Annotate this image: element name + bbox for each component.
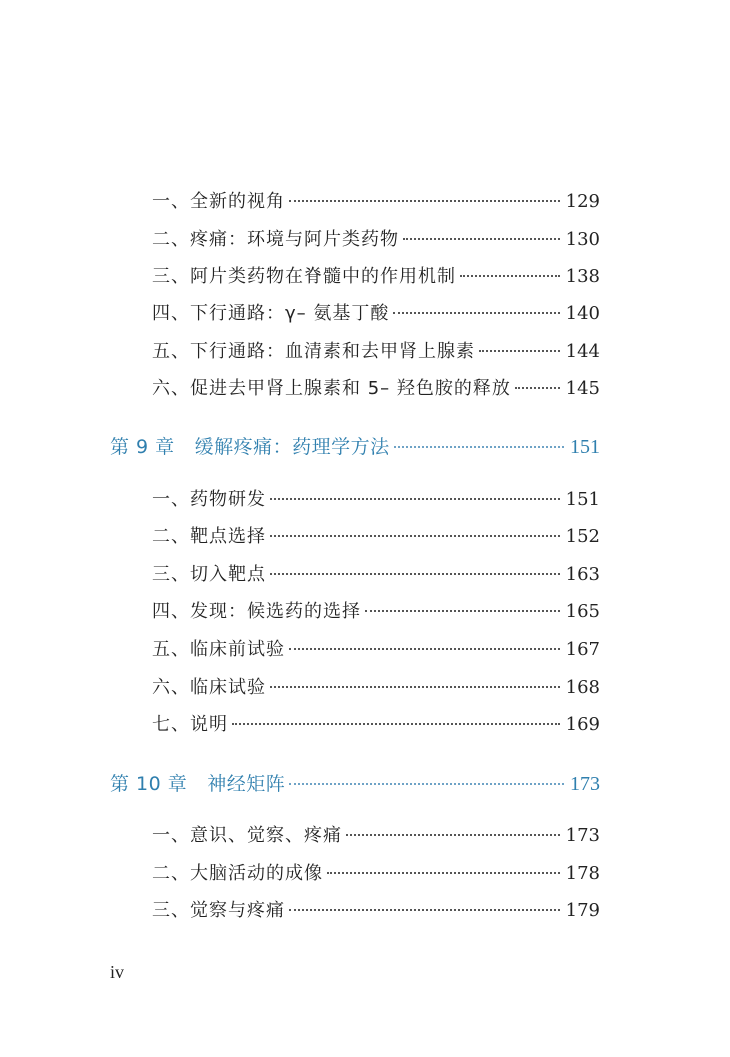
page-folio: iv [110, 962, 125, 982]
toc-entry[interactable] [152, 226, 600, 254]
dot-leader [403, 238, 560, 240]
toc-entry-title: 一、意识、觉察、疼痛 [152, 825, 342, 846]
toc-entry[interactable] [152, 598, 600, 626]
chapter-page: 173 [570, 773, 600, 795]
dot-leader [479, 350, 560, 352]
dot-leader [515, 387, 560, 389]
toc-entry-title: 五、下行通路：血清素和去甲肾上腺素 [152, 341, 475, 362]
toc-entry-page: 130 [565, 229, 600, 250]
dot-leader [270, 686, 560, 688]
toc-entry-title: 一、全新的视角 [152, 191, 285, 212]
toc-entry[interactable] [152, 523, 600, 551]
dot-leader [289, 200, 560, 202]
dot-leader [270, 573, 560, 575]
chapter-title: 神经矩阵 [207, 773, 286, 795]
chapter-heading[interactable] [110, 433, 600, 461]
toc-entry-title: 三、阿片类药物在脊髓中的作用机制 [152, 266, 456, 287]
dot-leader [460, 275, 560, 277]
toc-entry-title: 二、大脑活动的成像 [152, 863, 323, 884]
toc-entry-page: 140 [565, 303, 600, 324]
dot-leader [393, 312, 559, 314]
chapter-title: 缓解疼痛：药理学方法 [194, 436, 390, 458]
toc-entry-title: 二、靶点选择 [152, 526, 266, 547]
chapter-heading-title [110, 770, 285, 798]
toc-entry[interactable] [152, 300, 600, 328]
toc-entry-title: 六、临床试验 [152, 677, 266, 698]
toc-entry[interactable] [152, 711, 600, 739]
toc-entry-title: 七、说明 [152, 714, 228, 735]
toc-entry[interactable] [152, 860, 600, 888]
toc-entry-page: 129 [565, 191, 600, 212]
toc-entry-title: 五、临床前试验 [152, 639, 285, 660]
toc-entry[interactable] [152, 188, 600, 216]
toc-entry-page: 145 [565, 378, 600, 399]
toc-entry-page: 151 [565, 489, 600, 510]
toc-entry-page: 179 [565, 900, 600, 921]
toc-entry-title: 四、下行通路：γ– 氨基丁酸 [152, 303, 390, 324]
chapter-page: 151 [570, 436, 600, 458]
toc-entry[interactable] [152, 486, 600, 514]
toc-entry-page: 163 [565, 564, 600, 585]
toc-entry-page: 167 [565, 639, 600, 660]
toc-entry-page: 144 [565, 341, 600, 362]
dot-leader [327, 872, 560, 874]
dot-leader [289, 648, 560, 650]
toc-entry[interactable] [152, 263, 600, 291]
dot-leader [232, 723, 560, 725]
toc-entry-title: 四、发现：候选药的选择 [152, 601, 361, 622]
toc-entry-title: 六、促进去甲肾上腺素和 5– 羟色胺的释放 [152, 378, 511, 399]
chapter-heading-title [110, 433, 390, 461]
toc-entry-page: 168 [565, 677, 600, 698]
toc-entry[interactable] [152, 338, 600, 366]
dot-leader [289, 783, 564, 785]
toc-entry-title: 一、药物研发 [152, 489, 266, 510]
toc-entry[interactable] [152, 822, 600, 850]
chapter-number: 第 10 章 [110, 773, 188, 795]
toc-entry-page: 138 [565, 266, 600, 287]
toc-entry-page: 178 [565, 863, 600, 884]
toc-entry-title: 三、觉察与疼痛 [152, 900, 285, 921]
toc-entry-page: 173 [565, 825, 600, 846]
toc-entry[interactable] [152, 636, 600, 664]
dot-leader [270, 535, 560, 537]
toc-entry-page: 169 [565, 714, 600, 735]
dot-leader [365, 610, 560, 612]
dot-leader [394, 446, 564, 448]
toc-entry-title: 二、疼痛：环境与阿片类药物 [152, 229, 399, 250]
chapter-number: 第 9 章 [110, 436, 175, 458]
toc-entry[interactable] [152, 674, 600, 702]
dot-leader [289, 909, 560, 911]
toc-entry-page: 165 [565, 601, 600, 622]
toc-entry-title: 三、切入靶点 [152, 564, 266, 585]
dot-leader [270, 498, 560, 500]
toc-entry[interactable] [152, 561, 600, 589]
toc-entry[interactable] [152, 375, 600, 403]
toc-entry[interactable] [152, 897, 600, 925]
dot-leader [346, 834, 560, 836]
toc-entry-page: 152 [565, 526, 600, 547]
chapter-heading[interactable] [110, 770, 600, 798]
